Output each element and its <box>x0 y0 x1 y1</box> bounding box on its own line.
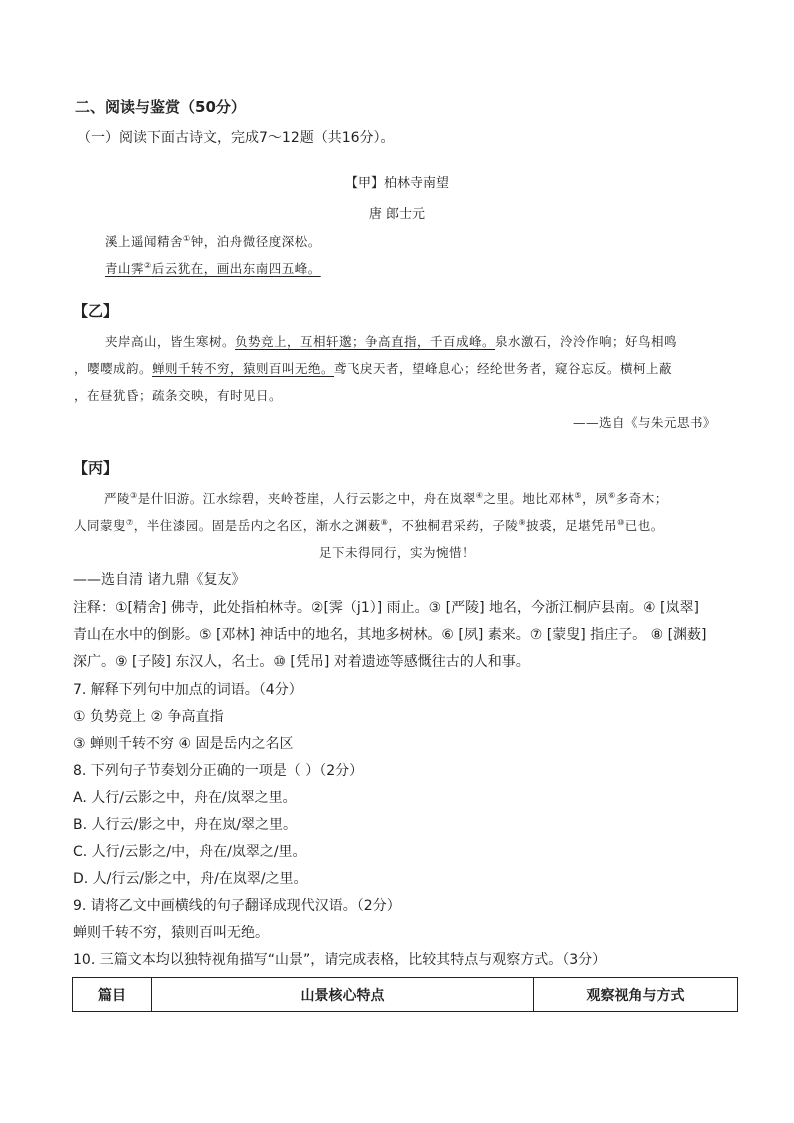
passage-bing-line1 <box>104 489 668 507</box>
poem-jia-line2-text-b: 后云犹在，画出东南四五峰。 <box>151 261 321 276</box>
question-10-table <box>72 977 738 1012</box>
passage-yi-line3: ，在昼犹昏；疏条交映，有时见日。 <box>74 388 283 403</box>
passage-bing-text: ，不独桐君采药，子陵 <box>388 518 519 533</box>
table-header-features: 山景核心特点 <box>152 978 534 1012</box>
poem-jia-line2-text-a: 青山霁 <box>105 261 145 276</box>
passage-bing-text: ，半住漆园。固是岳内之名区，渐水之渊薮 <box>133 518 381 533</box>
table-header-row <box>73 978 738 1012</box>
question-10-stem: 10. 三篇文本均以独特视角描写“山景”，请完成表格，比较其特点与观察方式。（3分） <box>73 952 607 968</box>
passage-bing-source: ——选自清 诸九鼎《复友》 <box>73 572 246 588</box>
poem-jia-author: 唐 郎士元 <box>368 207 426 222</box>
passage-yi-source: ——选自《与朱元思书》 <box>572 415 716 430</box>
note-mark-4: ④ <box>475 490 484 500</box>
notes-line-1: 注释：①[精舍] 佛寺，此处指柏林寺。②[霁（j1）] 雨止。③ [严陵] 地名，今浙江桐庐县南。④ [岚翠] <box>73 600 699 616</box>
note-mark-6: ⑥ <box>608 490 616 500</box>
passage-bing-text: 之里。地比邓林 <box>483 491 575 506</box>
note-mark-3: ③ <box>130 490 138 500</box>
question-7-items-row2: ③ 蝉则千转不穷 ④ 固是岳内之名区 <box>73 736 294 752</box>
passage-yi-underlined-sentence: 蝉则千转不穷，猿则百叫无绝。 <box>152 361 335 376</box>
passage-yi-label: 【乙】 <box>73 302 119 320</box>
passage-bing-text: 已也。 <box>624 518 664 533</box>
note-mark-10: ⑩ <box>617 517 625 527</box>
note-mark-1: ① <box>183 233 191 243</box>
poem-jia-title: 【甲】柏林寺南望 <box>344 176 449 191</box>
passage-yi-line1 <box>105 332 677 350</box>
passage-bing-text: 严陵 <box>104 491 131 506</box>
note-mark-8: ⑧ <box>380 517 389 527</box>
question-8-option-c: C. 人行/云影之/中，舟在/岚翠之/里。 <box>73 844 307 860</box>
poem-jia-line1-text-a: 溪上遥闻精舍 <box>105 234 184 249</box>
table-header-perspective: 观察视角与方式 <box>534 978 738 1012</box>
passage-bing-text: 多奇木； <box>615 491 668 506</box>
passage-yi-text: 夹岸高山，皆生寒树。 <box>105 334 236 349</box>
section-heading: 二、阅读与鉴赏（50分） <box>75 98 246 116</box>
question-8-option-a: A. 人行/云影之中，舟在/岚翠之里。 <box>73 790 297 806</box>
passage-bing-line3: 足下未得同行，实为惋惜！ <box>318 545 475 560</box>
passage-bing-text: 人同蒙叟 <box>74 518 127 533</box>
notes-line-3: 深广。⑨ [子陵] 东汉人，名士。⑩ [凭吊] 对着遗迹等感慨往古的人和事。 <box>73 654 530 670</box>
question-9-stem: 9. 请将乙文中画横线的句子翻译成现代汉语。（2分） <box>73 898 401 914</box>
question-9-sentence: 蝉则千转不穷，猿则百叫无绝。 <box>73 925 269 941</box>
poem-jia-line1 <box>105 232 321 250</box>
notes-line-2: 青山在水中的倒影。⑤ [邓林] 神话中的地名，其地多树林。⑥ [夙] 素来。⑦ [蒙叟] 指庄子。 ⑧ [渊薮] <box>73 627 707 643</box>
poem-jia-line2 <box>105 259 321 277</box>
passage-bing-line2 <box>74 516 664 534</box>
passage-bing-text: 披裘，足堪凭吊 <box>526 518 618 533</box>
table-header-title: 篇目 <box>73 978 152 1012</box>
note-mark-2: ② <box>144 260 152 270</box>
question-8-option-b: B. 人行云/影之中，舟在岚/翠之里。 <box>73 817 297 833</box>
note-mark-5: ⑤ <box>574 490 583 500</box>
passage-yi-line2 <box>74 359 672 377</box>
section-intro: （一）阅读下面古诗文，完成7～12题（共16分）。 <box>77 130 395 146</box>
question-7-stem: 7. 解释下列句中加点的词语。（4分） <box>73 682 303 698</box>
passage-yi-text: ，嘤嘤成韵。 <box>74 361 153 376</box>
passage-bing-text: 是什旧游。江水综碧，夹岭苍崖，人行云影之中，舟在岚翠 <box>137 491 476 506</box>
passage-yi-underlined-sentence: 负势竞上，互相轩邈；争高直指，千百成峰。 <box>235 334 496 349</box>
note-mark-7: ⑦ <box>126 517 134 527</box>
passage-yi-text: 泉水激石，泠泠作响；好鸟相鸣 <box>495 334 678 349</box>
passage-yi-text: 鸢飞戾天者，望峰息心；经纶世务者，窥谷忘反。横柯上蔽 <box>334 361 673 376</box>
passage-bing-text: ，夙 <box>582 491 609 506</box>
passage-bing-label: 【丙】 <box>73 459 119 477</box>
question-8-option-d: D. 人/行云/影之中，舟/在岚翠/之里。 <box>73 871 308 887</box>
note-mark-9: ⑨ <box>518 517 527 527</box>
question-8-stem: 8. 下列句子节奏划分正确的一项是（ ）（2分） <box>73 763 364 779</box>
poem-jia-line1-text-b: 钟，泊舟微径度深松。 <box>190 234 321 249</box>
question-7-items-row1: ① 负势竞上 ② 争高直指 <box>73 709 224 725</box>
